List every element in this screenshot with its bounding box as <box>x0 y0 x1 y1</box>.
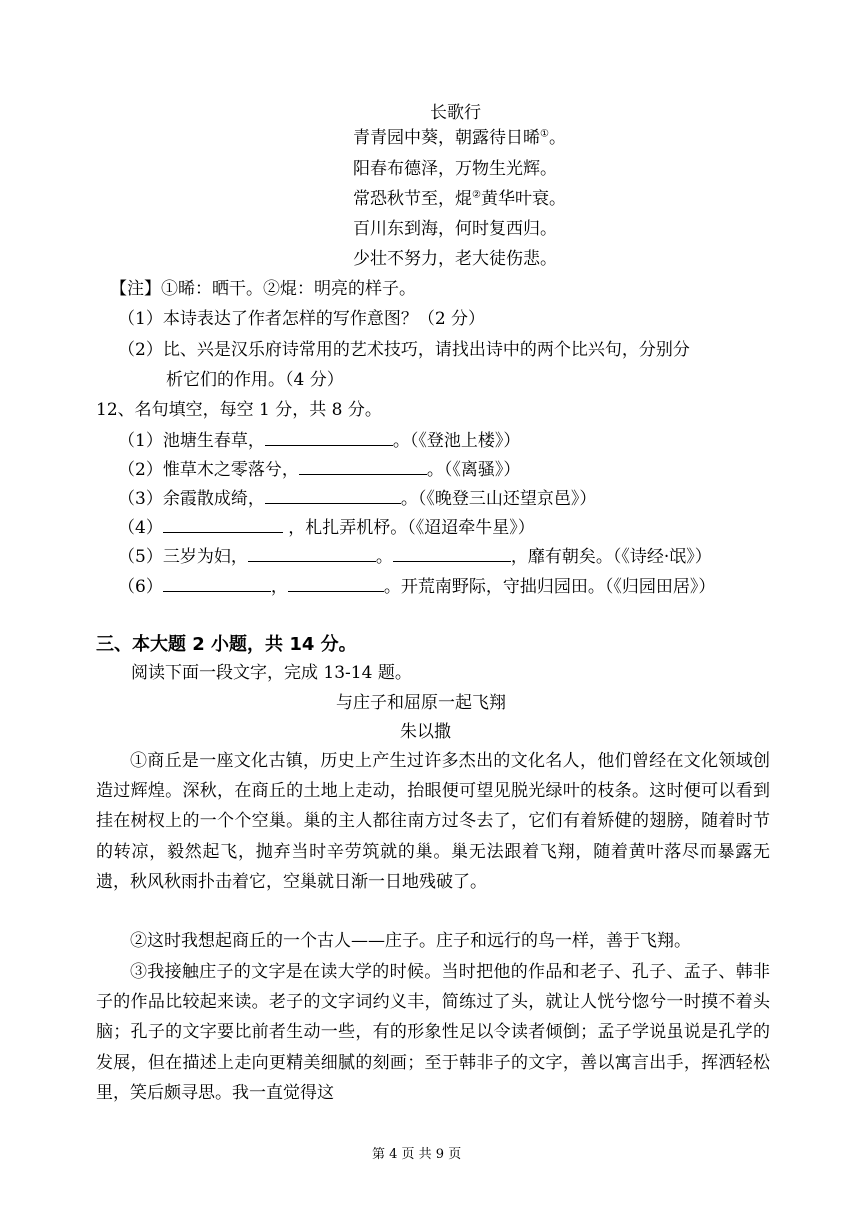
poem-line-4: 百川东到海，何时复西归。 <box>353 219 557 239</box>
answer-blank[interactable] <box>299 457 427 475</box>
q12-item-4: （4） ，札扎弄机杼。（《迢迢牵牛星》） <box>118 515 535 539</box>
article-title: 与庄子和屈原一起飞翔 <box>336 693 506 713</box>
page-footer: 第 4 页 共 9 页 <box>372 1147 462 1162</box>
q11-sub2-line2: 析它们的作用。（4 分） <box>166 370 344 390</box>
answer-blank[interactable] <box>288 574 384 592</box>
answer-blank[interactable] <box>248 544 376 562</box>
q12-item-5: （5）三岁为妇， 。 ，靡有朝矣。（《诗经·氓》） <box>118 544 712 568</box>
answer-blank[interactable] <box>265 428 393 446</box>
q12-item-1: （1）池塘生春草， 。（《登池上楼》） <box>118 428 520 452</box>
poem-line-3: 常恐秋节至，焜②黄华叶衰。 <box>353 189 566 209</box>
section-intro: 阅读下面一段文字，完成 13-14 题。 <box>131 663 412 683</box>
q12-item-2: （2）惟草木之零落兮， 。（《离骚》） <box>118 457 520 481</box>
poem-line-2: 阳春布德泽，万物生光辉。 <box>353 159 557 179</box>
article-paragraph-2: ②这时我想起商丘的一个古人——庄子。庄子和远行的鸟一样，善于飞翔。 <box>130 931 691 951</box>
q11-sub2-line1: （2）比、兴是汉乐府诗常用的艺术技巧，请找出诗中的两个比兴句，分别分 <box>118 340 690 360</box>
q12-item-6: （6） ， 。开荒南野际，守拙归园田。（《归园田居》） <box>118 574 715 598</box>
q12-item-3: （3）余霞散成绮， 。（《晚登三山还望京邑》） <box>118 486 596 510</box>
article-author: 朱以撒 <box>400 722 451 742</box>
answer-blank[interactable] <box>265 486 401 504</box>
poem-note: 【注】①晞：晒干。②焜：明亮的样子。 <box>110 279 416 299</box>
article-paragraph-1: ①商丘是一座文化古镇，历史上产生过许多杰出的文化名人，他们曾经在文化领域创造过辉煌。深秋，在商丘的土地上走动，抬眼便可望见脱光绿叶的枝条。这时便可以看到挂在树杈上的一个个空巢。巢的主人都往南方过冬去了，它们有着矫健的翅膀，随着时节的转凉，毅然起飞，抛弃当时辛劳筑就的巢。巢无法跟着飞翔，随着黄叶落尽而暴露无遗，秋风秋雨扑击着它，空巢就日渐一日地残破了。 <box>96 751 770 892</box>
article-paragraph-3: ③我接触庄子的文字是在读大学的时候。当时把他的作品和老子、孔子、孟子、韩非子的作品比较起来读。老子的文字词约义丰，简练过了头，就让人恍兮惚兮一时摸不着头脑；孔子的文字要比前者生动一些，有的形象性足以令读者倾倒；孟子学说虽说是孔学的发展，但在描述上走向更精美细腻的刻画；至于韩非子的文字，善以寓言出手，挥洒轻松里，笑后颇寻思。我一直觉得这 <box>96 962 770 1103</box>
q12-header: 12、名句填空，每空 1 分，共 8 分。 <box>96 400 382 420</box>
poem-line-1: 青青园中葵，朝露待日晞①。 <box>353 128 566 148</box>
q11-sub1: （1）本诗表达了作者怎样的写作意图？（2 分） <box>118 309 486 329</box>
poem-line-5: 少壮不努力，老大徒伤悲。 <box>353 249 557 269</box>
answer-blank[interactable] <box>393 544 511 562</box>
answer-blank[interactable] <box>163 515 283 533</box>
poem-title: 长歌行 <box>430 103 481 123</box>
answer-blank[interactable] <box>163 574 271 592</box>
section-title: 三、本大题 2 小题，共 14 分。 <box>96 634 357 655</box>
